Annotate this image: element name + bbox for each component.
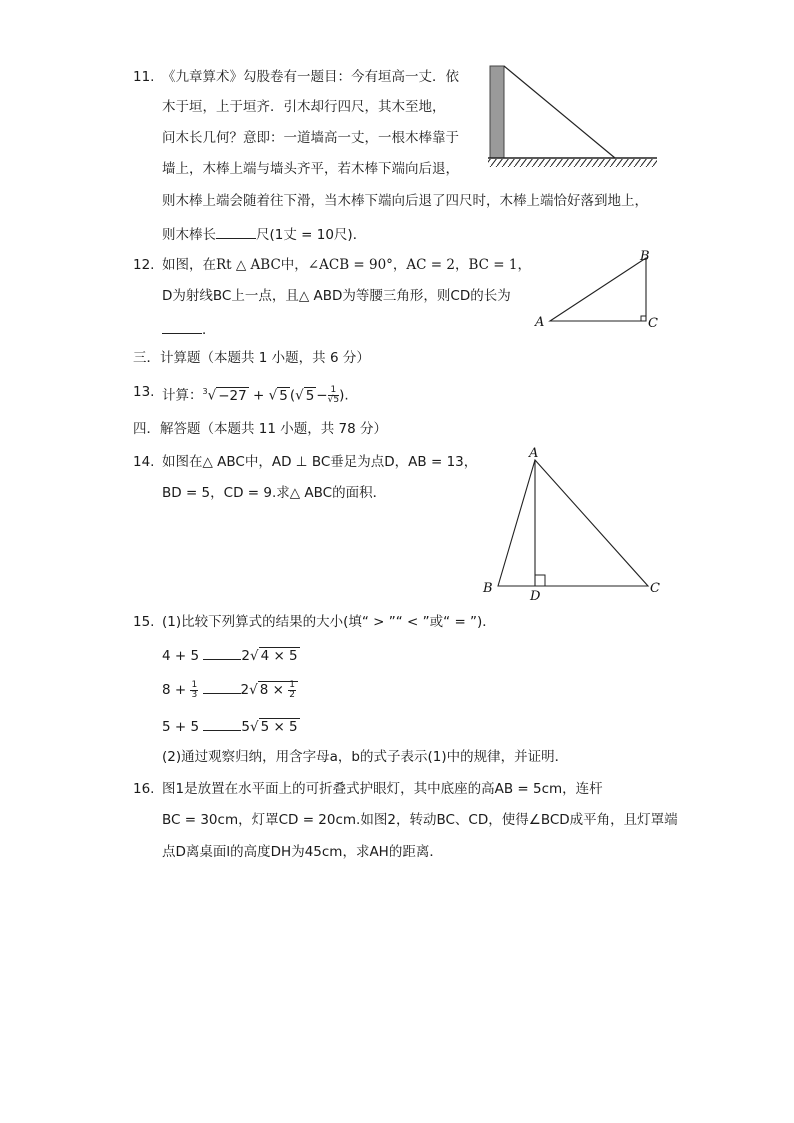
radical-sign: √ xyxy=(249,648,259,664)
ground-hatch xyxy=(488,159,657,167)
q15-row-1 xyxy=(162,645,300,665)
q12-text-line3 xyxy=(162,319,216,339)
right-triangle-figure xyxy=(530,246,665,336)
close-paren: ). xyxy=(339,387,349,404)
q15-text-line5: (2)通过观察归纳，用含字母a，b的式子表示(1)中的规律，并证明． xyxy=(162,749,569,765)
q11-number: 11. xyxy=(133,69,155,85)
root-index: 3 xyxy=(202,387,208,396)
vertex-a-label: A xyxy=(535,315,545,330)
foot-d-label: D xyxy=(530,589,541,604)
q11-text-line3: 问木长几何？意即：一道墙高一丈，一根木棒靠于 xyxy=(162,130,459,146)
vertex-b-label: B xyxy=(483,581,493,596)
fraction-numerator: 1 xyxy=(328,386,339,396)
fraction xyxy=(328,386,339,405)
q13-number: 13. xyxy=(133,384,155,400)
row2-radicand-prefix: 8 × xyxy=(259,682,289,698)
plus-sign: + xyxy=(248,387,269,404)
answer-blank xyxy=(162,319,202,334)
radical-sign: √ xyxy=(207,387,217,404)
radicand-1: −27 xyxy=(218,387,247,404)
q16-number: 16. xyxy=(133,781,155,797)
q15-row-2 xyxy=(162,679,298,700)
q13-prefix: 计算： xyxy=(162,387,203,404)
wall-stick-figure xyxy=(485,62,665,168)
fraction-denominator: √5 xyxy=(327,395,340,405)
q15-row-3 xyxy=(162,716,300,736)
q11-text-line1: 《九章算术》勾股卷有一题目：今有垣高一丈．依 xyxy=(162,69,459,85)
fraction-numerator: 1 xyxy=(289,679,295,690)
radicand-2: 5 xyxy=(279,387,288,404)
right-angle-mark xyxy=(641,316,646,321)
q11-text-line6b: 尺(1丈 = 10尺)． xyxy=(256,227,367,243)
q16-text-line1: 图1是放置在水平面上的可折叠式护眼灯，其中底座的高AB = 5cm，连杆 xyxy=(162,781,603,797)
q12-text-line2: D为射线BC上一点，且△ ABD为等腰三角形，则CD的长为 xyxy=(162,288,511,304)
right-angle-mark xyxy=(535,575,545,586)
triangle-abc-shape xyxy=(550,258,646,321)
vertex-c-label: C xyxy=(650,581,660,596)
row1-coefficient: 2 xyxy=(241,648,250,664)
radical-sign: √ xyxy=(249,719,259,735)
row3-coefficient: 5 xyxy=(241,719,250,735)
q15-number: 15. xyxy=(133,614,155,630)
q16-text-line2: BC = 30cm，灯罩CD = 20cm.如图2，转动BC、CD，使得∠BCD成平角，且灯罩端 xyxy=(162,812,678,828)
row3-left-expression: 5 + 5 xyxy=(162,719,200,735)
row2-left-expression: 8 + xyxy=(162,682,191,698)
q11-text-line4: 墙上，木棒上端与墙头齐平，若木棒下端向后退， xyxy=(162,161,459,177)
q14-text-line1: 如图在△ ABC中，AD ⊥ BC垂足为点D，AB = 13， xyxy=(162,454,478,470)
fraction xyxy=(190,681,198,700)
q11-text-line6a: 则木棒长 xyxy=(162,227,216,243)
radicand-3: 5 xyxy=(305,387,315,404)
q11-text-line2: 木于垣，上于垣齐．引木却行四尺，其木至地， xyxy=(162,99,446,115)
radical-sign: √ xyxy=(268,387,278,404)
answer-blank xyxy=(203,645,241,660)
stick-line xyxy=(504,66,615,158)
row2-coefficient: 2 xyxy=(240,682,250,698)
fraction-denominator: 3 xyxy=(191,689,198,700)
q12-text-line1: 如图，在Rt △ ABC中，∠ACB = 90°，AC = 2，BC = 1， xyxy=(162,257,531,273)
open-paren: ( xyxy=(289,387,296,404)
vertex-b-label: B xyxy=(640,249,650,264)
q14-number: 14. xyxy=(133,454,155,470)
radical-sign: √ xyxy=(249,682,258,698)
answer-blank xyxy=(203,716,241,731)
section-4-heading: 四．解答题（本题共 11 小题，共 78 分） xyxy=(133,421,388,437)
wall-shape xyxy=(490,66,504,158)
q12-line3-text: ． xyxy=(202,322,216,338)
q13-expression xyxy=(162,383,349,405)
row1-radicand: 4 × 5 xyxy=(260,648,298,664)
row2-radicand xyxy=(258,681,298,698)
q16-text-line3: 点D离桌面l的高度DH为45cm，求AH的距离． xyxy=(162,844,443,860)
q11-text-line5: 则木棒上端会随着往下滑，当木棒下端向后退了四尺时，木棒上端恰好落到地上， xyxy=(162,193,648,209)
fraction xyxy=(288,681,296,700)
q12-number: 12. xyxy=(133,257,155,273)
answer-blank xyxy=(216,224,256,239)
vertex-a-label: A xyxy=(529,446,539,461)
minus-sign: − xyxy=(316,387,328,404)
row1-left-expression: 4 + 5 xyxy=(162,648,200,664)
q15-text-line1: (1)比较下列算式的结果的大小(填“ > ”“ < ”或“ = ”)． xyxy=(162,614,496,630)
fraction-numerator: 1 xyxy=(191,679,198,690)
section-3-heading: 三．计算题（本题共 1 小题，共 6 分） xyxy=(133,350,370,366)
radical-sign: √ xyxy=(295,387,304,404)
row3-radicand: 5 × 5 xyxy=(260,719,298,735)
fraction-denominator: 2 xyxy=(289,689,295,700)
triangle-altitude-figure xyxy=(478,444,668,604)
answer-blank xyxy=(203,679,241,694)
q11-text-line6 xyxy=(162,224,366,244)
vertex-c-label: C xyxy=(648,316,658,331)
q14-text-line2: BD = 5，CD = 9.求△ ABC的面积． xyxy=(162,485,387,501)
triangle-abc-shape xyxy=(498,460,648,586)
